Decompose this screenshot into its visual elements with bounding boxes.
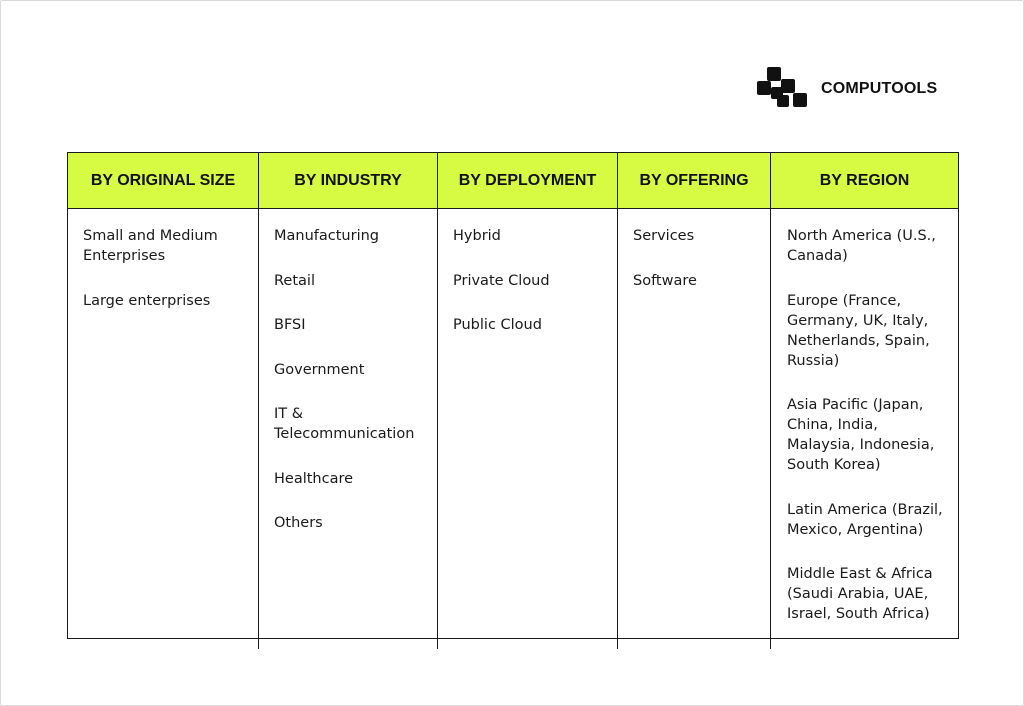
list-item: Small and Medium Enterprises: [83, 228, 218, 264]
list-item: Others: [274, 515, 323, 531]
list-item: Europe (France, Germany, UK, Italy, Netherlands, Spain, Russia): [787, 292, 930, 369]
header-by-deployment: BY DEPLOYMENT: [438, 153, 618, 209]
column-by-deployment: [438, 209, 618, 649]
column-by-industry: [259, 209, 438, 649]
brand-name: COMPUTOOLS: [821, 80, 938, 97]
header-by-region: BY REGION: [771, 153, 958, 209]
list-item: Asia Pacific (Japan, China, India, Malaysia, Indonesia, South Korea): [787, 397, 935, 473]
column-by-region: [771, 209, 958, 649]
header-by-industry: BY INDUSTRY: [259, 153, 438, 209]
list-item: Healthcare: [274, 470, 354, 487]
list-item: Hybrid: [453, 228, 501, 244]
list-item: North America (U.S., Canada): [787, 228, 936, 264]
list-item: BFSI: [274, 317, 306, 333]
list-item: Software: [633, 272, 697, 289]
column-by-original-size: [68, 209, 259, 649]
list-item: Latin America (Brazil, Mexico, Argentina): [787, 501, 943, 538]
list-item: Public Cloud: [453, 317, 542, 333]
computools-logo-icon: [757, 67, 809, 109]
list-item: IT & Telecommunication: [274, 406, 415, 442]
list-item: Services: [633, 228, 695, 244]
list-item: Manufacturing: [274, 228, 379, 244]
brand: [757, 67, 937, 109]
list-item: Government: [274, 361, 365, 378]
column-by-offering: [618, 209, 771, 649]
list-item: Private Cloud: [453, 272, 550, 289]
list-item: Large enterprises: [83, 292, 211, 309]
list-item: Middle East & Africa (Saudi Arabia, UAE, Israel, South Africa): [787, 566, 933, 622]
header-by-offering: BY OFFERING: [618, 153, 771, 209]
segmentation-table: [67, 152, 959, 639]
list-item: Retail: [274, 272, 315, 289]
header-by-original-size: BY ORIGINAL SIZE: [68, 153, 259, 209]
